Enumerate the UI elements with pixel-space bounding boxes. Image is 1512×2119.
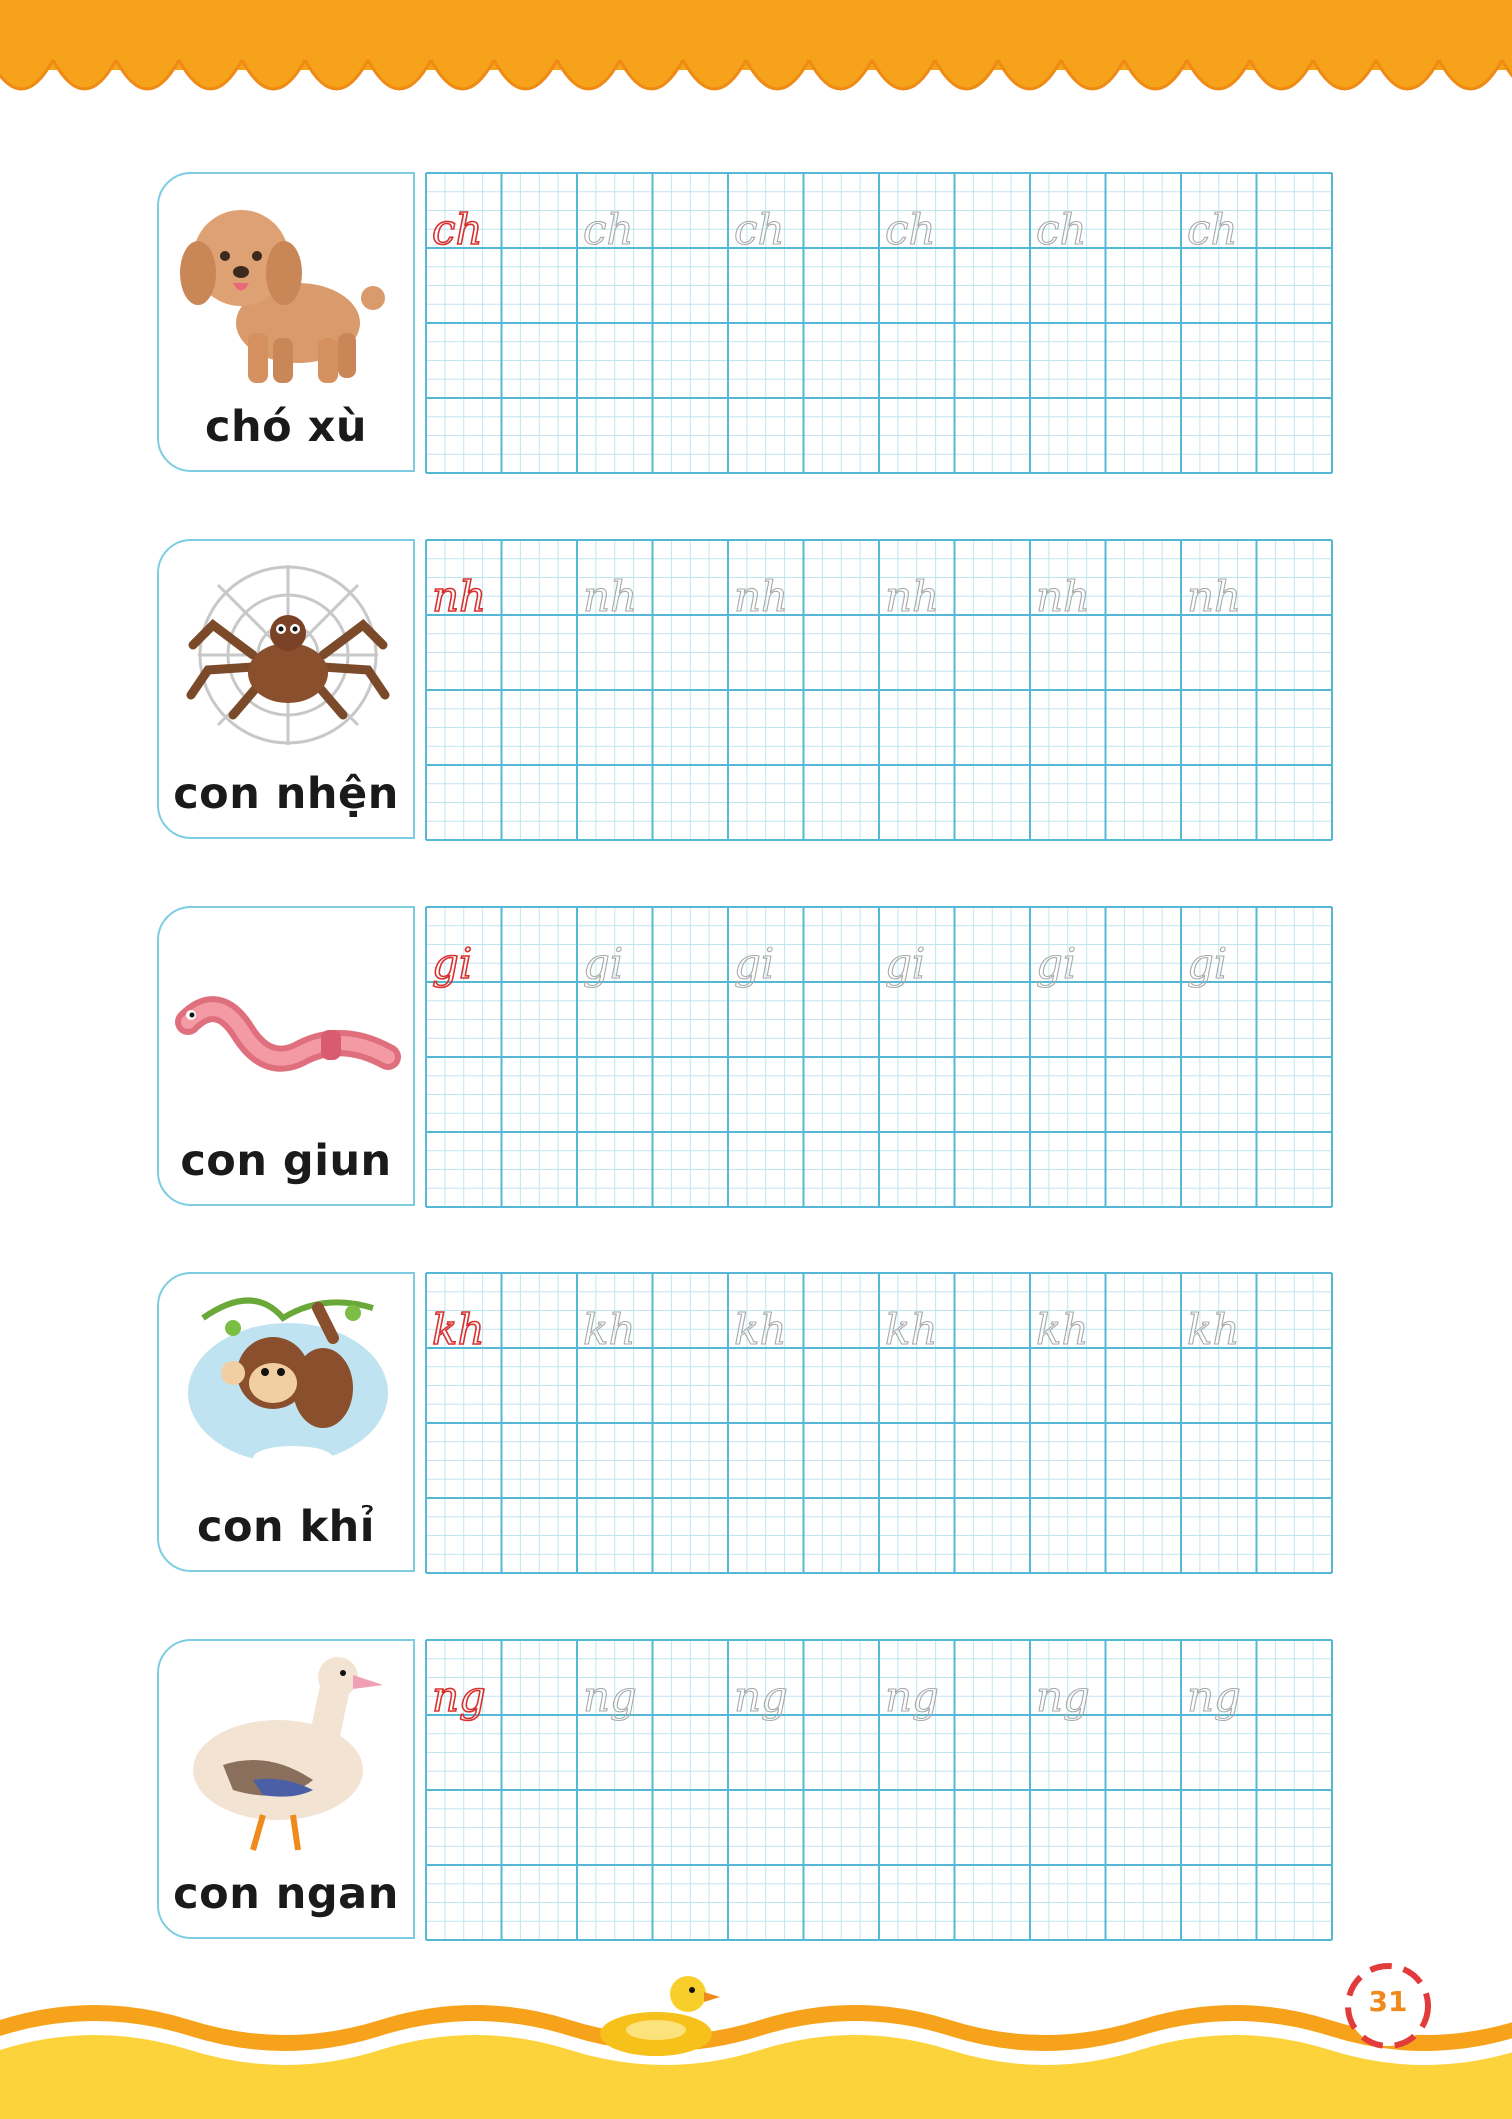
tracing-letters: ng [885, 1672, 939, 1721]
practice-row [157, 172, 1335, 477]
poodle-dog-illustration [173, 188, 403, 388]
tracing-letters: ng [1036, 1672, 1090, 1721]
tracing-letters: kh [1036, 1305, 1089, 1354]
tracing-letters: ch [734, 205, 785, 254]
picture-card [157, 1639, 415, 1939]
top-scalloped-border [0, 0, 1512, 120]
rubber-duck-float-icon [596, 1966, 726, 2062]
picture-card [157, 1272, 415, 1572]
model-letters: gi [432, 939, 473, 988]
practice-row [157, 906, 1335, 1211]
model-letters: ng [432, 1672, 486, 1721]
model-letters: kh [432, 1305, 485, 1354]
word-label: con giun [180, 1136, 392, 1186]
tracing-letters: gi [1036, 939, 1077, 988]
model-letters: ch [432, 205, 483, 254]
tracing-letters: gi [885, 939, 926, 988]
word-label: con khỉ [196, 1502, 376, 1552]
tracing-letters: gi [583, 939, 624, 988]
tracing-letters: ng [1187, 1672, 1241, 1721]
handwriting-grid[interactable] [425, 539, 1333, 841]
bottom-wave-border [0, 1980, 1512, 2119]
tracing-letters: ch [583, 205, 634, 254]
word-label: con nhện [173, 769, 399, 819]
hanging-monkey-illustration [173, 1288, 403, 1488]
tracing-letters: nh [1036, 572, 1091, 621]
practice-row [157, 1272, 1335, 1577]
word-label: chó xù [205, 402, 367, 452]
tracing-letters: kh [885, 1305, 938, 1354]
page-number: 31 [1368, 1985, 1408, 2018]
tracing-letters: nh [1187, 572, 1242, 621]
tracing-letters: ch [1036, 205, 1087, 254]
model-letters: nh [432, 572, 487, 621]
tracing-letters: ch [885, 205, 936, 254]
spider-on-web-illustration [173, 555, 403, 755]
picture-card [157, 172, 415, 472]
tracing-letters: ng [734, 1672, 788, 1721]
picture-card [157, 539, 415, 839]
muscovy-duck-illustration [173, 1655, 403, 1855]
tracing-letters: ch [1187, 205, 1238, 254]
tracing-letters: gi [1187, 939, 1228, 988]
tracing-letters: ng [583, 1672, 637, 1721]
tracing-letters: nh [583, 572, 638, 621]
handwriting-grid[interactable] [425, 1272, 1333, 1574]
practice-row [157, 539, 1335, 844]
handwriting-grid[interactable] [425, 906, 1333, 1208]
tracing-letters: nh [885, 572, 940, 621]
practice-row [157, 1639, 1335, 1944]
word-label: con ngan [173, 1869, 399, 1919]
tracing-letters: gi [734, 939, 775, 988]
pink-earthworm-illustration [173, 922, 403, 1122]
tracing-letters: kh [734, 1305, 787, 1354]
tracing-letters: kh [1187, 1305, 1240, 1354]
tracing-letters: nh [734, 572, 789, 621]
picture-card [157, 906, 415, 1206]
handwriting-grid[interactable] [425, 172, 1333, 474]
tracing-letters: kh [583, 1305, 636, 1354]
handwriting-grid[interactable] [425, 1639, 1333, 1941]
